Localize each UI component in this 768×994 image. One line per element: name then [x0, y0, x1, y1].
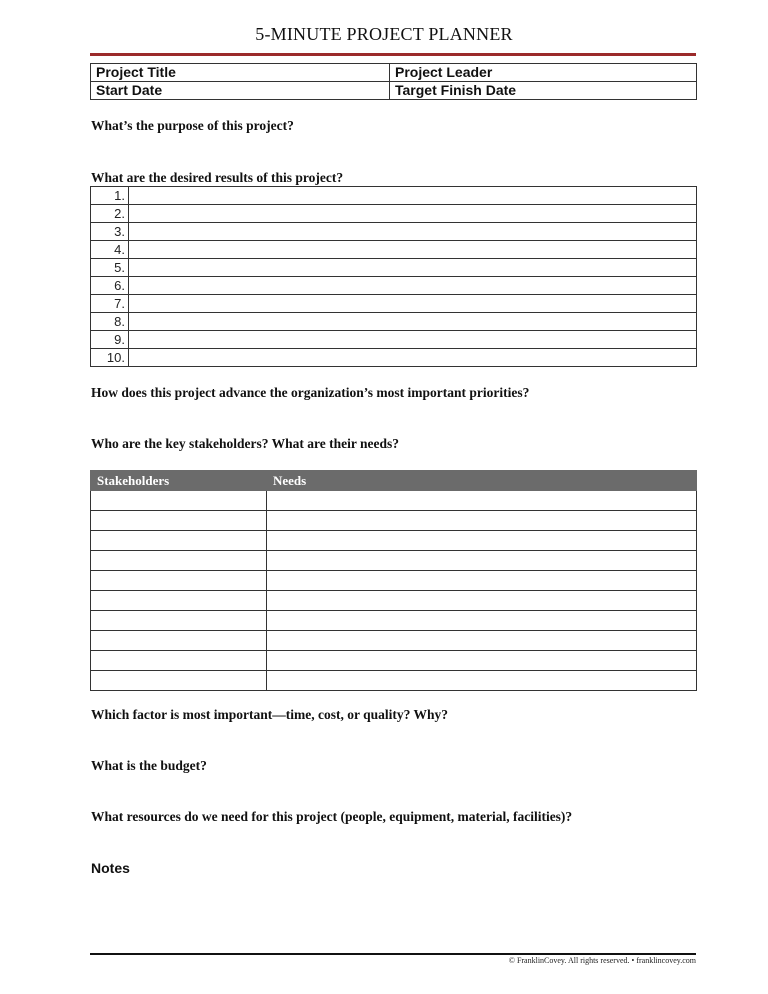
needs-cell[interactable]	[267, 611, 697, 631]
question-budget: What is the budget?	[91, 758, 207, 773]
needs-cell[interactable]	[267, 571, 697, 591]
footer-divider	[90, 953, 696, 955]
result-field[interactable]	[129, 241, 697, 259]
info-row	[91, 64, 697, 82]
question-purpose: What’s the purpose of this project?	[91, 118, 294, 133]
result-row	[91, 295, 697, 313]
needs-column-header: Needs	[267, 471, 697, 491]
result-row	[91, 259, 697, 277]
result-number: 9.	[91, 331, 129, 349]
footer-copyright: © FranklinCovey. All rights reserved. • franklincovey.com	[508, 956, 696, 965]
result-row	[91, 241, 697, 259]
needs-cell[interactable]	[267, 671, 697, 691]
result-field[interactable]	[129, 313, 697, 331]
info-row	[91, 82, 697, 100]
question-resources: What resources do we need for this project (people, equipment, material, facilities)?	[91, 809, 573, 824]
result-row	[91, 205, 697, 223]
page-title: 5-MINUTE PROJECT PLANNER	[255, 24, 513, 44]
result-number: 4.	[91, 241, 129, 259]
stakeholder-cell[interactable]	[91, 511, 267, 531]
project-title-field[interactable]: Project Title	[91, 64, 390, 82]
result-number: 10.	[91, 349, 129, 367]
notes-heading: Notes	[91, 860, 130, 876]
question-results: What are the desired results of this project?	[91, 170, 344, 185]
start-date-field[interactable]: Start Date	[91, 82, 390, 100]
stakeholder-cell[interactable]	[91, 591, 267, 611]
results-table	[90, 186, 697, 367]
stakeholder-cell[interactable]	[91, 491, 267, 511]
stakeholder-row	[91, 551, 697, 571]
result-field[interactable]	[129, 295, 697, 313]
result-number: 2.	[91, 205, 129, 223]
result-row	[91, 313, 697, 331]
needs-cell[interactable]	[267, 631, 697, 651]
stakeholder-row	[91, 511, 697, 531]
stakeholder-cell[interactable]	[91, 611, 267, 631]
stakeholder-row	[91, 591, 697, 611]
project-leader-field[interactable]: Project Leader	[390, 64, 697, 82]
result-number: 8.	[91, 313, 129, 331]
stakeholder-row	[91, 531, 697, 551]
result-field[interactable]	[129, 223, 697, 241]
needs-cell[interactable]	[267, 551, 697, 571]
result-row	[91, 349, 697, 367]
question-priorities: How does this project advance the organization’s most important priorities?	[91, 385, 530, 400]
target-finish-date-field[interactable]: Target Finish Date	[390, 82, 697, 100]
result-field[interactable]	[129, 331, 697, 349]
question-factor: Which factor is most important—time, cost, or quality? Why?	[91, 707, 448, 722]
stakeholder-row	[91, 671, 697, 691]
needs-cell[interactable]	[267, 651, 697, 671]
question-stakeholders: Who are the key stakeholders? What are their needs?	[91, 436, 399, 451]
stakeholder-cell[interactable]	[91, 651, 267, 671]
result-row	[91, 187, 697, 205]
stakeholder-cell[interactable]	[91, 531, 267, 551]
stakeholder-cell[interactable]	[91, 551, 267, 571]
result-row	[91, 331, 697, 349]
stakeholder-row	[91, 491, 697, 511]
needs-cell[interactable]	[267, 531, 697, 551]
stakeholders-table	[90, 470, 697, 691]
result-field[interactable]	[129, 259, 697, 277]
needs-cell[interactable]	[267, 491, 697, 511]
result-field[interactable]	[129, 277, 697, 295]
stakeholder-cell[interactable]	[91, 571, 267, 591]
result-number: 7.	[91, 295, 129, 313]
stakeholder-row	[91, 631, 697, 651]
stakeholder-row	[91, 611, 697, 631]
stakeholders-header-row	[91, 471, 697, 491]
result-row	[91, 277, 697, 295]
stakeholders-column-header: Stakeholders	[91, 471, 267, 491]
result-field[interactable]	[129, 205, 697, 223]
needs-cell[interactable]	[267, 511, 697, 531]
stakeholder-row	[91, 651, 697, 671]
result-number: 3.	[91, 223, 129, 241]
result-number: 6.	[91, 277, 129, 295]
title-divider	[90, 53, 696, 56]
result-number: 5.	[91, 259, 129, 277]
stakeholder-cell[interactable]	[91, 631, 267, 651]
stakeholder-cell[interactable]	[91, 671, 267, 691]
result-number: 1.	[91, 187, 129, 205]
result-field[interactable]	[129, 187, 697, 205]
project-info-table	[90, 63, 697, 100]
result-row	[91, 223, 697, 241]
needs-cell[interactable]	[267, 591, 697, 611]
stakeholder-row	[91, 571, 697, 591]
result-field[interactable]	[129, 349, 697, 367]
